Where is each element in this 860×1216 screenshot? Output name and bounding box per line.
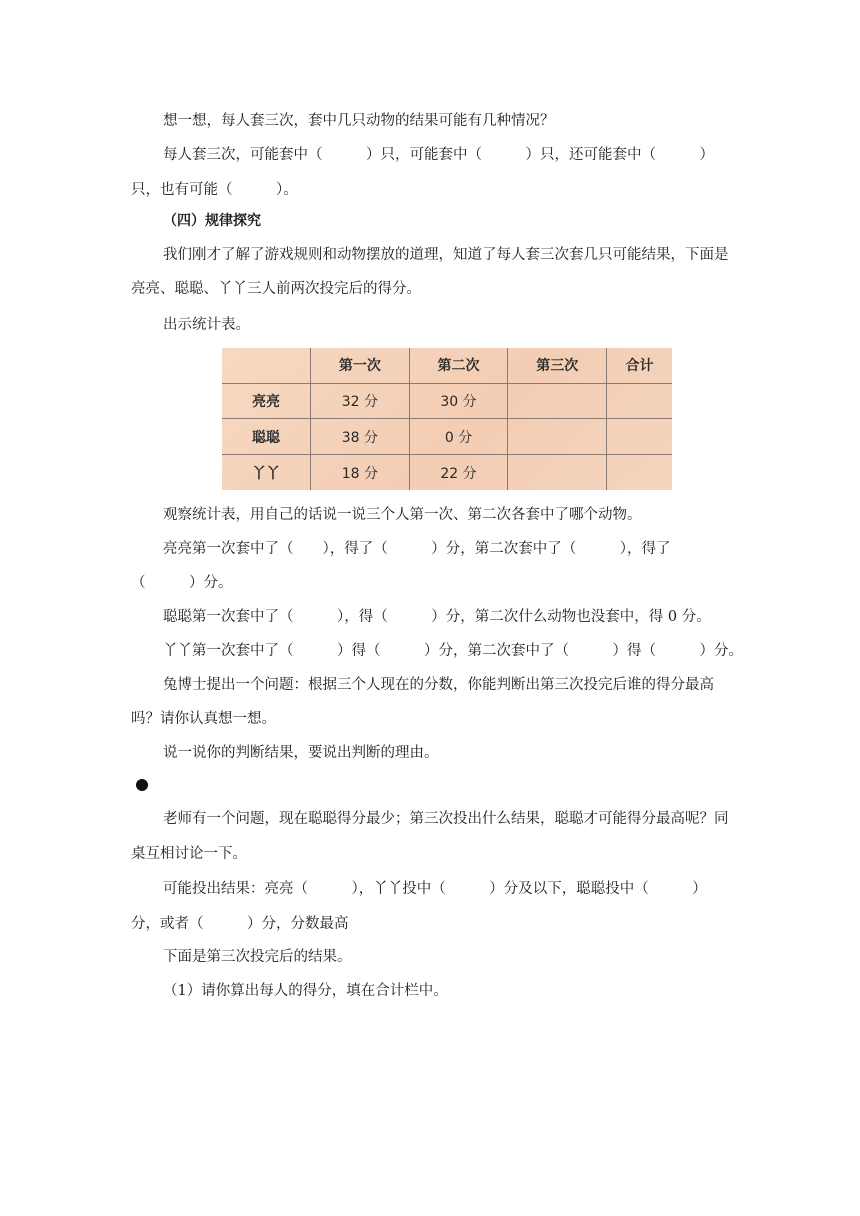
table-cell bbox=[508, 419, 607, 455]
congcong-fill: 聪聪第一次套中了（ ），得（ ）分，第二次什么动物也没套中，得 0 分。 bbox=[163, 609, 711, 625]
table-cell bbox=[607, 383, 672, 419]
yaya-fill: 丫丫第一次套中了（ ）得（ ）分，第二次套中了（ ）得（ ）分。 bbox=[163, 643, 743, 659]
table-cell bbox=[607, 455, 672, 490]
table-header-cell: 第二次 bbox=[409, 348, 508, 383]
table-row bbox=[222, 455, 672, 490]
show-table-line: 出示统计表。 bbox=[163, 317, 250, 333]
question-fill-blanks: 每人套三次，可能套中（ ）只，可能套中（ ）只，还可能套中（ ）只，也有可能（ ）。 bbox=[131, 147, 714, 198]
table-row bbox=[222, 419, 672, 455]
bullet-dot bbox=[136, 779, 148, 791]
observe-line: 观察统计表，用自己的话说一说三个人第一次、第二次各套中了哪个动物。 bbox=[163, 507, 642, 523]
question-think: 想一想，每人套三次，套中几只动物的结果可能有几种情况？ bbox=[163, 113, 555, 129]
table-header-cell bbox=[222, 348, 311, 383]
table-cell: 38 分 bbox=[311, 419, 410, 455]
teacher-question: 老师有一个问题，现在聪聪得分最少；第三次投出什么结果，聪聪才可能得分最高呢？同桌互相讨论一下。 bbox=[131, 811, 729, 862]
intro-paragraph: 我们刚才了解了游戏规则和动物摆放的道理，知道了每人套三次套几只可能结果，下面是亮亮、聪聪、丫丫三人前两次投完后的得分。 bbox=[131, 247, 729, 297]
table-cell: 18 分 bbox=[311, 455, 410, 490]
table-row-name: 丫丫 bbox=[222, 455, 311, 490]
task-1: （1）请你算出每人的得分，填在合计栏中。 bbox=[163, 983, 448, 999]
table-header-cell: 合计 bbox=[607, 348, 672, 383]
table-cell bbox=[508, 383, 607, 419]
possible-results: 可能投出结果：亮亮（ ），丫丫投中（ ）分及以下，聪聪投中（ ）分，或者（ ）分，分数最高 bbox=[131, 881, 707, 932]
table-header-cell: 第三次 bbox=[508, 348, 607, 383]
table-row bbox=[222, 383, 672, 419]
table-cell bbox=[607, 419, 672, 455]
table-cell bbox=[508, 455, 607, 490]
explain-line: 说一说你的判断结果，要说出判断的理由。 bbox=[163, 745, 439, 761]
table-cell: 22 分 bbox=[409, 455, 508, 490]
table-cell: 0 分 bbox=[409, 419, 508, 455]
table-cell: 30 分 bbox=[409, 383, 508, 419]
score-table bbox=[222, 348, 672, 490]
table-header-cell: 第一次 bbox=[311, 348, 410, 383]
liangliang-fill: 亮亮第一次套中了（ ），得了（ ）分，第二次套中了（ ），得了（ ）分。 bbox=[131, 541, 671, 591]
score-table-image bbox=[222, 348, 672, 490]
table-header-row bbox=[222, 348, 672, 383]
rabbit-question: 兔博士提出一个问题：根据三个人现在的分数，你能判断出第三次投完后谁的得分最高吗？请你认真想一想。 bbox=[131, 677, 714, 727]
third-result-line: 下面是第三次投完后的结果。 bbox=[163, 949, 352, 965]
table-cell: 32 分 bbox=[311, 383, 410, 419]
table-row-name: 亮亮 bbox=[222, 383, 311, 419]
table-row-name: 聪聪 bbox=[222, 419, 311, 455]
section-heading: （四）规律探究 bbox=[163, 213, 261, 229]
